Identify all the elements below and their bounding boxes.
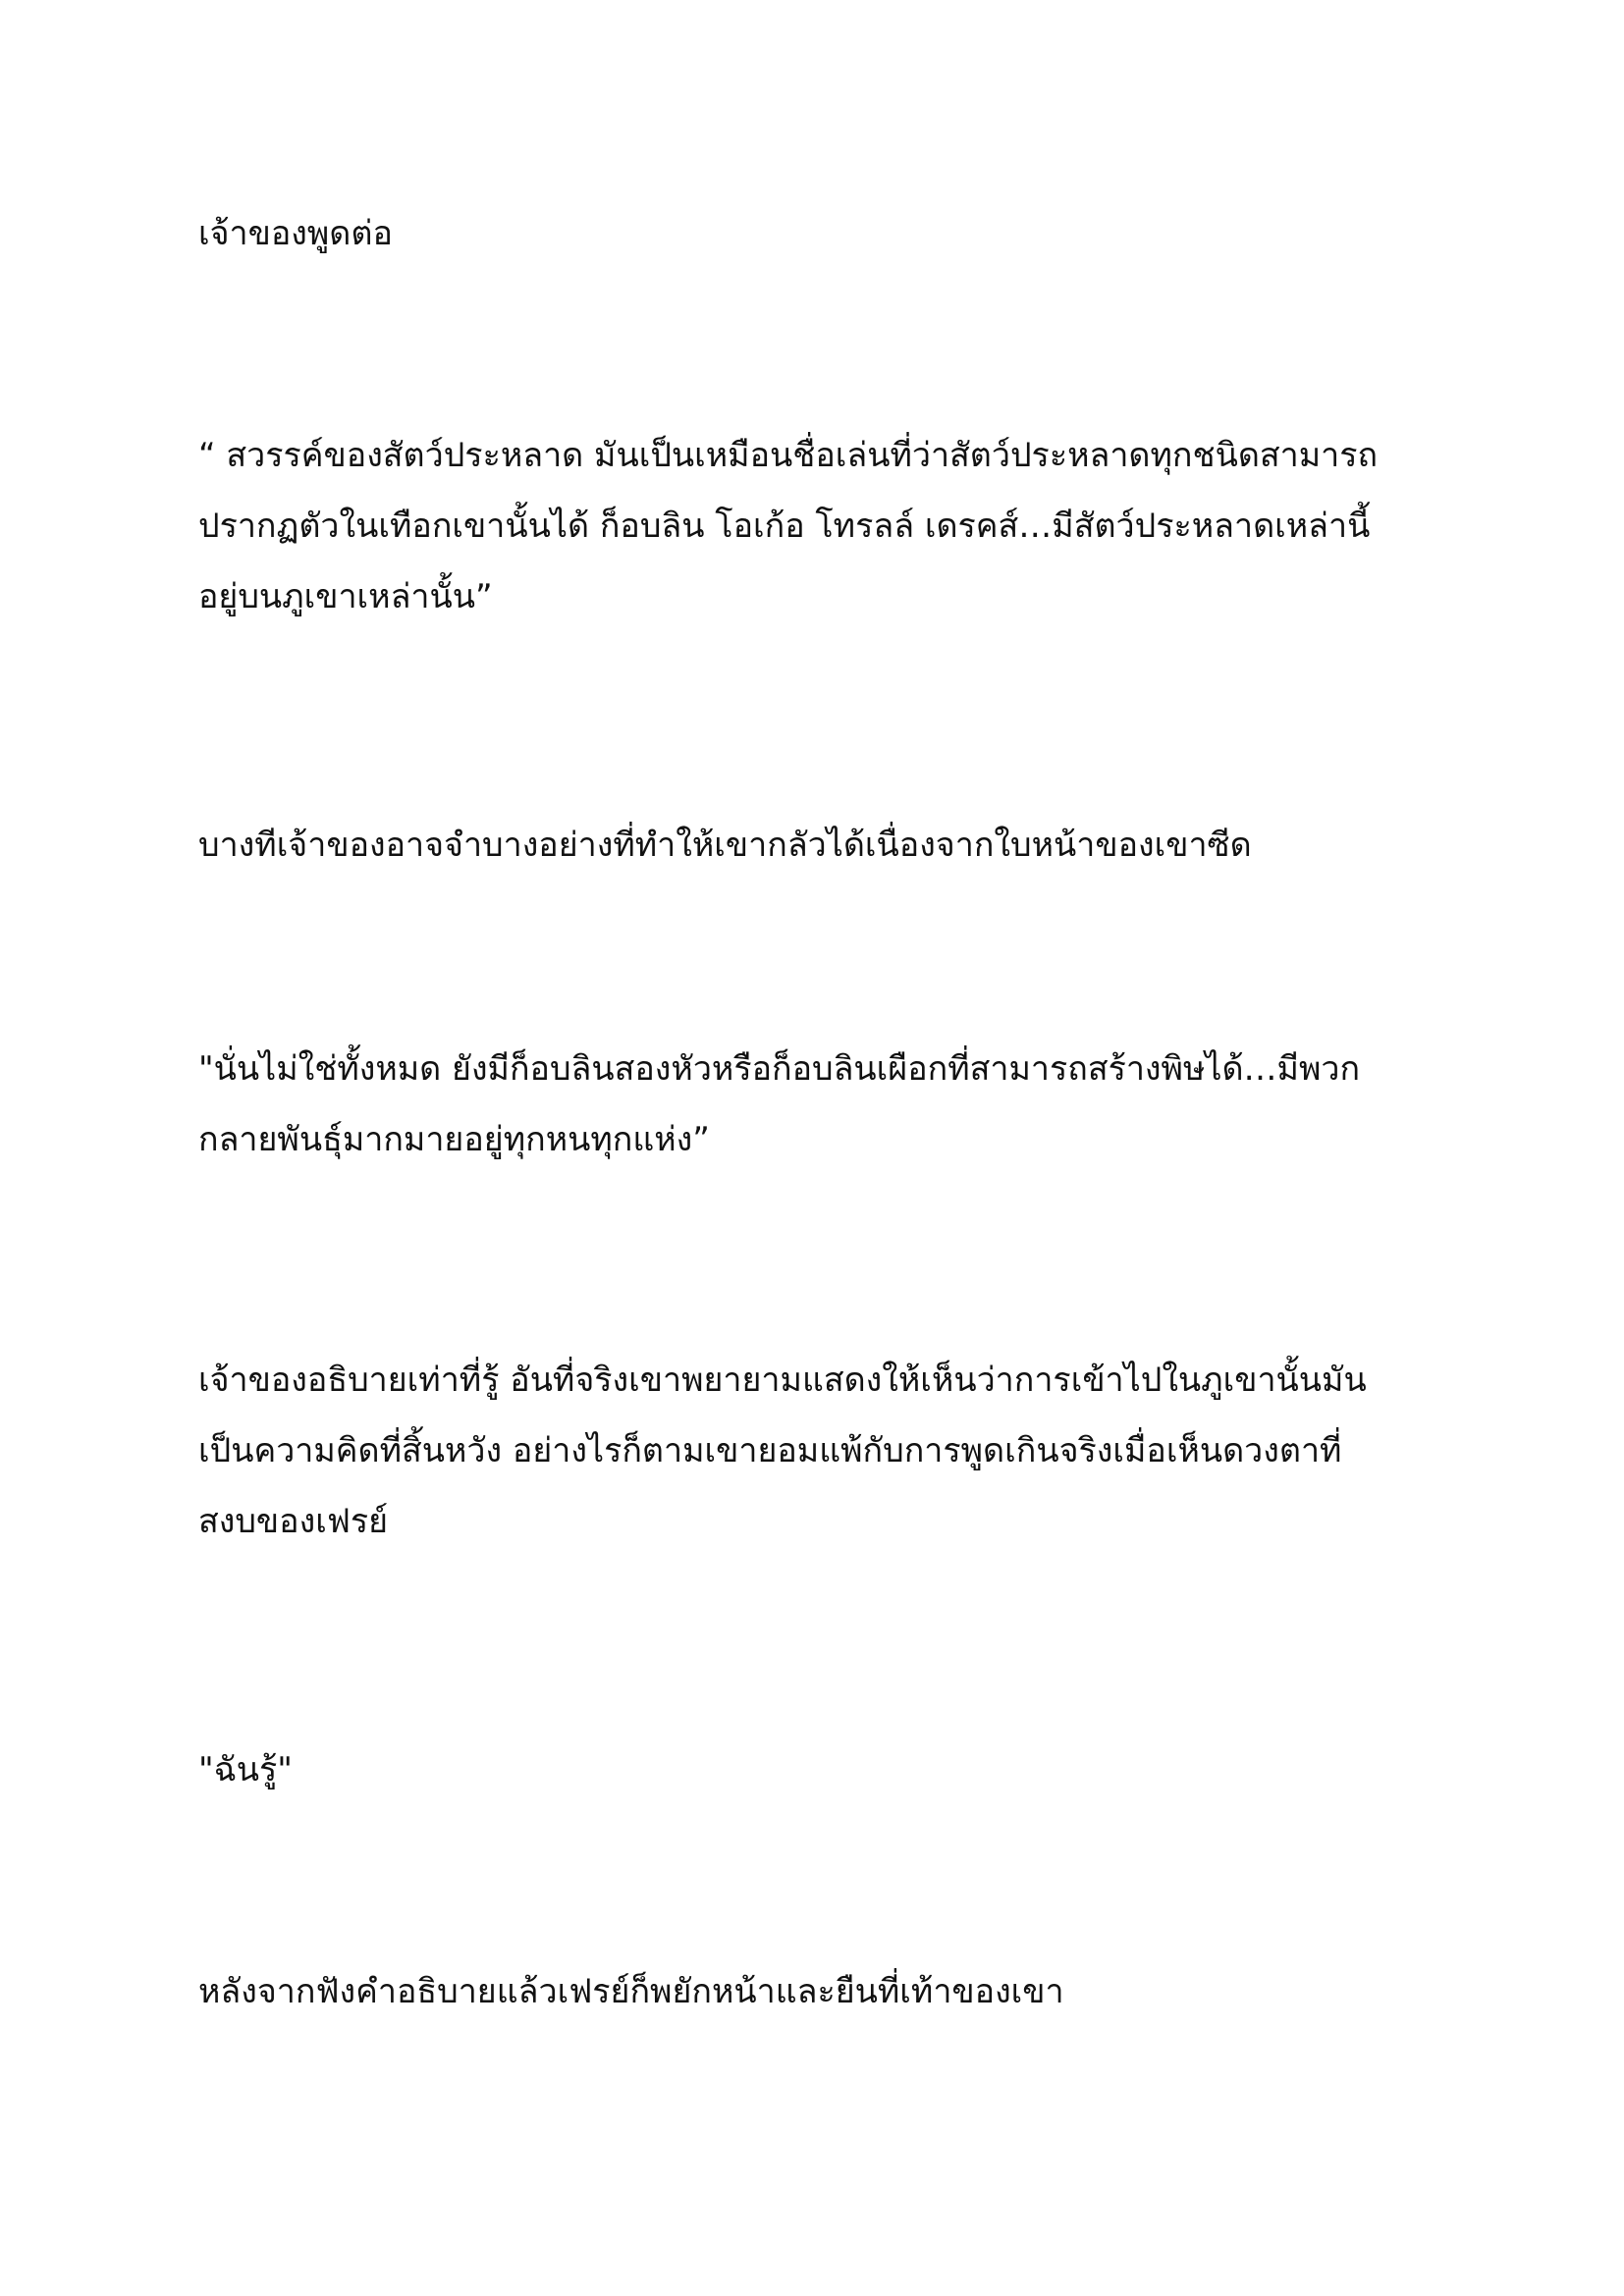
text-line: “ สวรรค์ของสัตว์ประหลาด มันเป็นเหมือนชื่อเล่นที่ว่าสัตว์ประหลาดทุกชนิดสามารถ (198, 436, 1379, 475)
paragraph-5 (198, 1345, 1455, 1557)
text-line: เจ้าของพูดต่อ (198, 214, 393, 253)
paragraph-7 (198, 1956, 1455, 2027)
text-line: บางทีเจ้าของอาจจำบางอย่างที่ทำให้เขากลัวได้เนื่องจากใบหน้าของเขาซีด (198, 826, 1252, 865)
text-line: เป็นความคิดที่สิ้นหวัง อย่างไรก็ตามเขายอมแพ้กับการพูดเกินจริงเมื่อเห็นดวงตาที่ (198, 1431, 1342, 1470)
text-line: "นั่นไม่ใช่ทั้งหมด ยังมีก็อบลินสองหัวหรือก็อบลินเผือกที่สามารถสร้างพิษได้…มีพวก (198, 1049, 1361, 1089)
text-line: เจ้าของอธิบายเท่าที่รู้ อันที่จริงเขาพยายามแสดงให้เห็นว่าการเข้าไปในภูเขานั้นมัน (198, 1361, 1367, 1400)
paragraph-2 (198, 420, 1455, 632)
paragraph-6 (198, 1735, 1455, 1805)
paragraph-1 (198, 198, 1455, 269)
text-line: กลายพันธุ์มากมายอยู่ทุกหนทุกแห่ง” (198, 1120, 710, 1159)
paragraph-4 (198, 1034, 1455, 1175)
paragraph-3 (198, 810, 1455, 881)
text-line: "ฉันรู้" (198, 1750, 293, 1789)
text-line: สงบของเฟรย์ (198, 1502, 389, 1541)
text-line: อยู่บนภูเขาเหล่านั้น” (198, 577, 493, 616)
text-line: ปรากฏตัวในเทือกเขานั้นได้ ก็อบลิน โอเก้อ โทรลล์ เดรคส์…มีสัตว์ประหลาดเหล่านี้ (198, 507, 1371, 546)
text-line: หลังจากฟังคำอธิบายแล้วเฟรย์ก็พยักหน้าและยืนที่เท้าของเขา (198, 1972, 1064, 2011)
